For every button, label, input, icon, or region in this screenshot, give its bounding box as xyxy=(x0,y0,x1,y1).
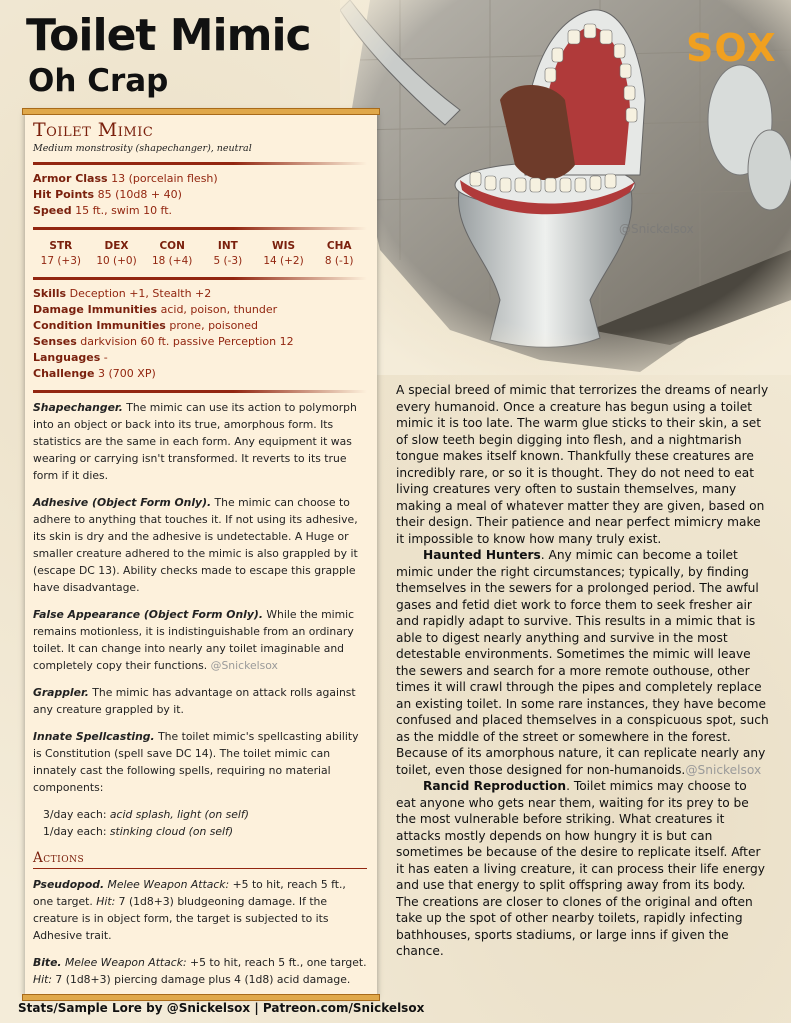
skills xyxy=(33,286,367,302)
action-text: +5 to hit, reach 5 ft., one target. xyxy=(33,877,346,908)
attack-type: Melee Weapon Attack: xyxy=(61,955,187,969)
ac-value: 13 (porcelain flesh) xyxy=(111,171,218,185)
creature-name: Toilet Mimic xyxy=(33,119,154,141)
ability-value: 18 (+4) xyxy=(151,254,193,267)
trait-false-appearance xyxy=(33,606,367,674)
actions-divider xyxy=(33,868,367,869)
languages xyxy=(33,350,367,366)
trait-innate-spellcasting xyxy=(33,728,367,796)
damage-immunities xyxy=(33,302,367,318)
hit-label: Hit: xyxy=(33,972,52,986)
lore-haunted-hunters xyxy=(396,547,770,778)
hp-label: Hit Points xyxy=(33,187,95,201)
art-watermark: @Snickelsox xyxy=(619,222,694,236)
ability-cha xyxy=(311,239,367,269)
trait-text: The toilet mimic's spellcasting ability is Constitution (spell save DC 14). The toilet mimic can innately cast the following spells, requiring no material components: xyxy=(33,729,359,794)
stat-block-top-bar xyxy=(22,108,380,115)
ability-int xyxy=(200,239,256,269)
stat-block-bottom-bar xyxy=(22,994,380,1001)
ability-con xyxy=(144,239,200,269)
dmg-label: Damage Immunities xyxy=(33,302,158,316)
trait-name: Innate Spellcasting. xyxy=(33,729,155,743)
cond-value: prone, poisoned xyxy=(169,318,259,332)
divider xyxy=(33,390,367,393)
challenge-label: Challenge xyxy=(33,366,95,380)
ability-wis xyxy=(256,239,312,269)
spell-frequency: 3/day each: xyxy=(43,807,110,821)
trait-text: The mimic can use its action to polymorph into an object or back into its true, amorphous form. Its statistics are the same in each form. Any equipment it was wearing or carrying isn't transformed. It reverts to its true form if it dies. xyxy=(33,400,357,482)
trait-grappler xyxy=(33,684,367,718)
action-name: Pseudopod. xyxy=(33,877,105,891)
ability-value: 14 (+2) xyxy=(263,254,304,267)
lore-text: . Toilet mimics may choose to eat anyone who gets near them, waiting for its prey to be the most vulnerable before striking. What creatures it attacks mostly depends on how hungry it is but can sometimes be because of the desire to replicate itself. After it has eaten a living creature, it can process their life energy and use that energy to split offspring away from its body. The creations are closer to clones of the original and often take up the spot of other nearby toilets, rapidly infecting bathhouses, sports stadiums, or large inns if given the chance. xyxy=(396,779,765,958)
lore-rancid-reproduction xyxy=(396,778,770,960)
divider xyxy=(33,162,367,165)
ability-str xyxy=(33,239,89,269)
ability-name: WIS xyxy=(271,239,296,252)
trait-name: Shapechanger. xyxy=(33,400,123,414)
speed xyxy=(33,203,367,219)
page-title: Toilet Mimic xyxy=(26,10,311,61)
trait-shapechanger xyxy=(33,399,367,484)
ability-scores xyxy=(33,236,367,269)
senses-value: darkvision 60 ft. passive Perception 12 xyxy=(80,334,294,348)
watermark: @Snickelsox xyxy=(685,762,762,777)
hit-label: Hit: xyxy=(96,894,116,908)
languages-value: - xyxy=(103,350,108,364)
senses xyxy=(33,334,367,350)
challenge-value: 3 (700 XP) xyxy=(98,366,156,380)
languages-label: Languages xyxy=(33,350,101,364)
hp-value: 85 (10d8 + 40) xyxy=(97,187,182,201)
spell-frequency: 1/day each: xyxy=(43,824,110,838)
ability-value: 17 (+3) xyxy=(40,254,82,267)
attack-type: Melee Weapon Attack: xyxy=(104,877,230,891)
watermark: @Snickelsox xyxy=(210,658,278,672)
ability-dex xyxy=(89,239,145,269)
lore-heading: Rancid Reproduction xyxy=(423,779,567,793)
creature-type: Medium monstrosity (shapechanger), neutral xyxy=(33,142,252,154)
dmg-value: acid, poison, thunder xyxy=(160,302,278,316)
action-text: 7 (1d8+3) piercing damage plus 4 (1d8) acid damage. xyxy=(52,972,351,986)
action-text: 7 (1d8+3) bludgeoning damage. If the creature is in object form, the target is subjected to its Adhesive trait. xyxy=(33,894,329,942)
spell-line-1-day xyxy=(43,823,367,840)
divider xyxy=(33,277,367,280)
lore-intro: A special breed of mimic that terrorizes the dreams of nearly every humanoid. Once a creature has begun using a toilet mimic it is too late. The warm glue sticks to their skin, a set of slow teeth begin digging into flesh, and a nightmarish tongue makes itself known. Thankfully these creatures are incredibly rare, or so it is thought. They do not need to eat living creatures very often to sustain themselves, many making a meal of whatever matter they are given, based on their design. Their patience and near perfect mimicry make it impossible to know how many truly exist. xyxy=(396,383,769,546)
skills-value: Deception +1, Stealth +2 xyxy=(69,286,212,300)
ability-value: 8 (-1) xyxy=(324,254,354,267)
lore-text: . Any mimic can become a toilet mimic under the right circumstances; typically, by finding themselves in the sewers for a prolonged period. The awful gases and fetid diet work to force them to seek fresher air and rapidly adapt to survive. This results in a mimic that is able to digest nearly anything and survive in the most detestable environments. Sometimes the mimic will leave the sewers and search for a more remote outhouse, other times it will crawl through the pipes and completely replace an existing toilet. In some rare instances, they have become confused and placed themselves in a conspicuous spot, such as the middle of the street or somewhere in the forest. Because of its amorphous nature, it can replicate nearly any toilet, even those designed for non-humanoids. xyxy=(396,548,769,777)
page-subtitle: Oh Crap xyxy=(28,63,169,99)
speed-label: Speed xyxy=(33,203,72,217)
skills-label: Skills xyxy=(33,286,67,300)
ability-name: DEX xyxy=(104,239,129,252)
trait-text: The mimic has advantage on attack rolls against any creature grappled by it. xyxy=(33,685,356,716)
trait-name: Grappler. xyxy=(33,685,89,699)
ac-label: Armor Class xyxy=(33,171,108,185)
cond-label: Condition Immunities xyxy=(33,318,166,332)
spell-line-3-day xyxy=(43,806,367,823)
trait-name: False Appearance (Object Form Only). xyxy=(33,607,263,621)
footer-credits: Stats/Sample Lore by @Snickelsox | Patreon.com/Snickelsox xyxy=(18,1001,425,1015)
ability-name: CON xyxy=(159,239,185,252)
ability-name: STR xyxy=(49,239,73,252)
hit-points xyxy=(33,187,367,203)
action-bite xyxy=(33,954,367,988)
spell-names: acid splash, light (on self) xyxy=(109,807,249,821)
ability-name: CHA xyxy=(326,239,352,252)
ability-value: 10 (+0) xyxy=(96,254,137,267)
action-text: +5 to hit, reach 5 ft., one target. xyxy=(186,955,367,969)
speed-value: 15 ft., swim 10 ft. xyxy=(75,203,173,217)
actions-heading: Actions xyxy=(33,849,85,866)
ability-value: 5 (-3) xyxy=(213,254,243,267)
action-name: Bite. xyxy=(33,955,62,969)
trait-adhesive xyxy=(33,494,367,596)
condition-immunities xyxy=(33,318,367,334)
sox-logo: SOX xyxy=(686,26,777,70)
stat-block xyxy=(25,112,377,997)
senses-label: Senses xyxy=(33,334,77,348)
spell-names: stinking cloud (on self) xyxy=(109,824,234,838)
spell-list xyxy=(33,806,367,840)
action-pseudopod xyxy=(33,876,367,944)
trait-name: Adhesive (Object Form Only). xyxy=(33,495,212,509)
lore-heading: Haunted Hunters xyxy=(423,548,541,562)
ability-name: INT xyxy=(217,239,238,252)
divider xyxy=(33,227,367,230)
lore-column xyxy=(396,382,770,960)
trait-text: The mimic can choose to adhere to anything that touches it. If not using its adhesive, its skin is dry and the adhesive is undetectable. A Huge or smaller creature adhered to the mimic is also grappled by it (escape DC 13). Ability checks made to escape this grapple have disadvantage. xyxy=(33,495,358,594)
armor-class xyxy=(33,171,367,187)
challenge xyxy=(33,366,367,382)
trait-text: While the mimic remains motionless, it is indistinguishable from an ordinary toilet. It can change into nearly any toilet imaginable and completely copy their functions. xyxy=(33,607,355,672)
